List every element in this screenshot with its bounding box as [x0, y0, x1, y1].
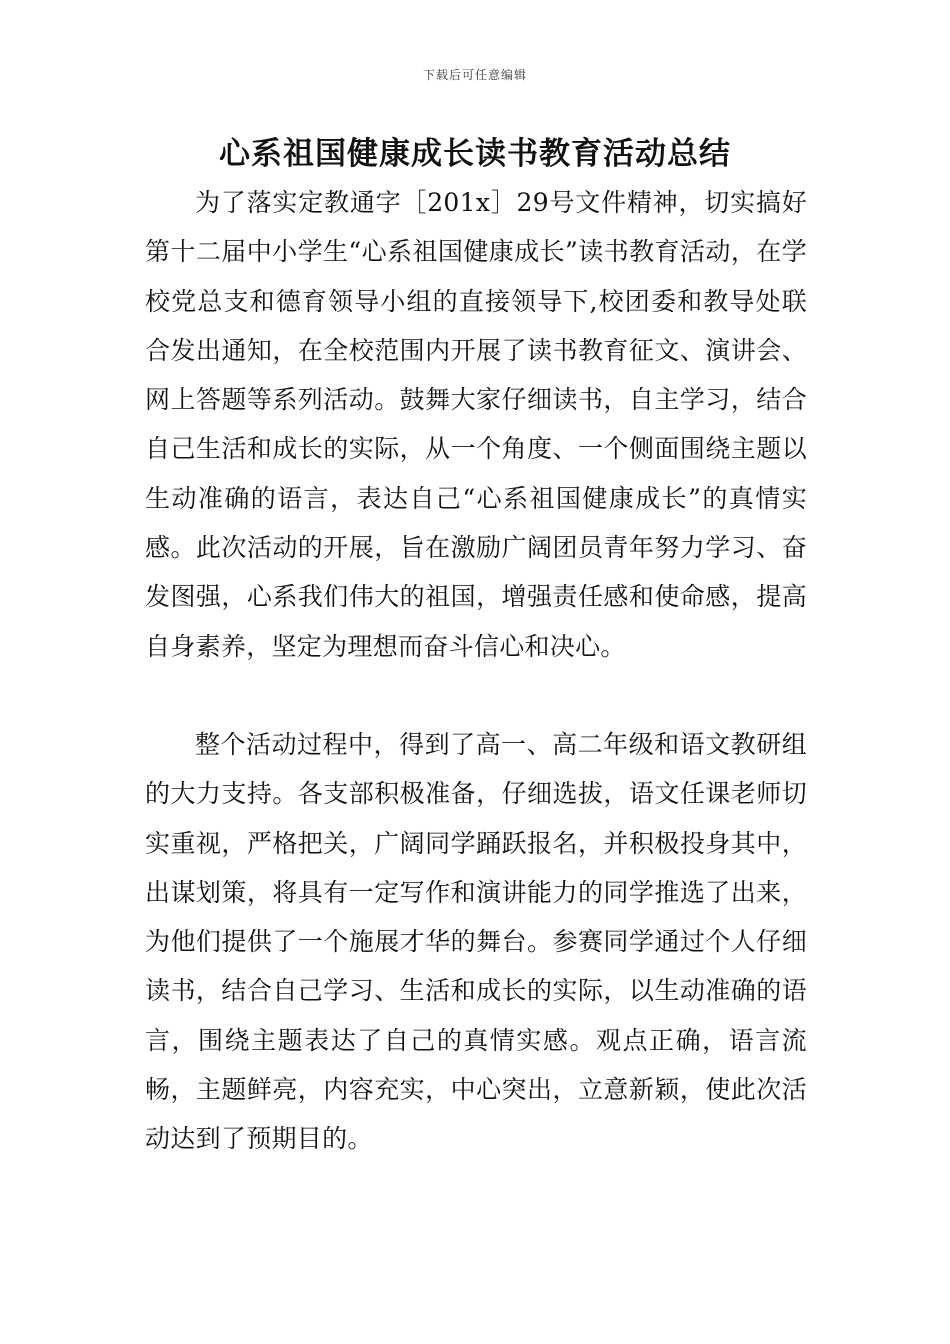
- paragraph-spacer: [145, 671, 807, 720]
- document-body: [145, 178, 807, 1164]
- paragraph-1: 为了落实定教通字［201x］29号文件精神，切实搞好第十二届中小学生“心系祖国健康成长”读书教育活动，在学校党总支和德育领导小组的直接领导下,校团委和教导处联合发出通知，在全校范围内开展了读书教育征文、演讲会、网上答题等系列活动。鼓舞大家仔细读书，自主学习，结合自己生活和成长的实际，从一个角度、一个侧面围绕主题以生动准确的语言，表达自己“心系祖国健康成长”的真情实感。此次活动的开展，旨在激励广阔团员青年努力学习、奋发图强，心系我们伟大的祖国，增强责任感和使命感，提高自身素养，坚定为理想而奋斗信心和决心。: [145, 188, 807, 661]
- paragraph-2: 整个活动过程中，得到了高一、高二年级和语文教研组的大力支持。各支部积极准备，仔细选拔，语文任课老师切实重视，严格把关，广阔同学踊跃报名，并积极投身其中，出谋划策，将具有一定写作和演讲能力的同学推选了出来，为他们提供了一个施展才华的舞台。参赛同学通过个人仔细读书，结合自己学习、生活和成长的实际，以生动准确的语言，围绕主题表达了自己的真情实感。观点正确，语言流畅，主题鲜亮，内容充实，中心突出，立意新颖，使此次活动达到了预期目的。: [145, 729, 807, 1154]
- header-note: 下载后可任意编辑: [422, 68, 527, 82]
- document-title: 心系祖国健康成长读书教育活动总结: [219, 136, 731, 172]
